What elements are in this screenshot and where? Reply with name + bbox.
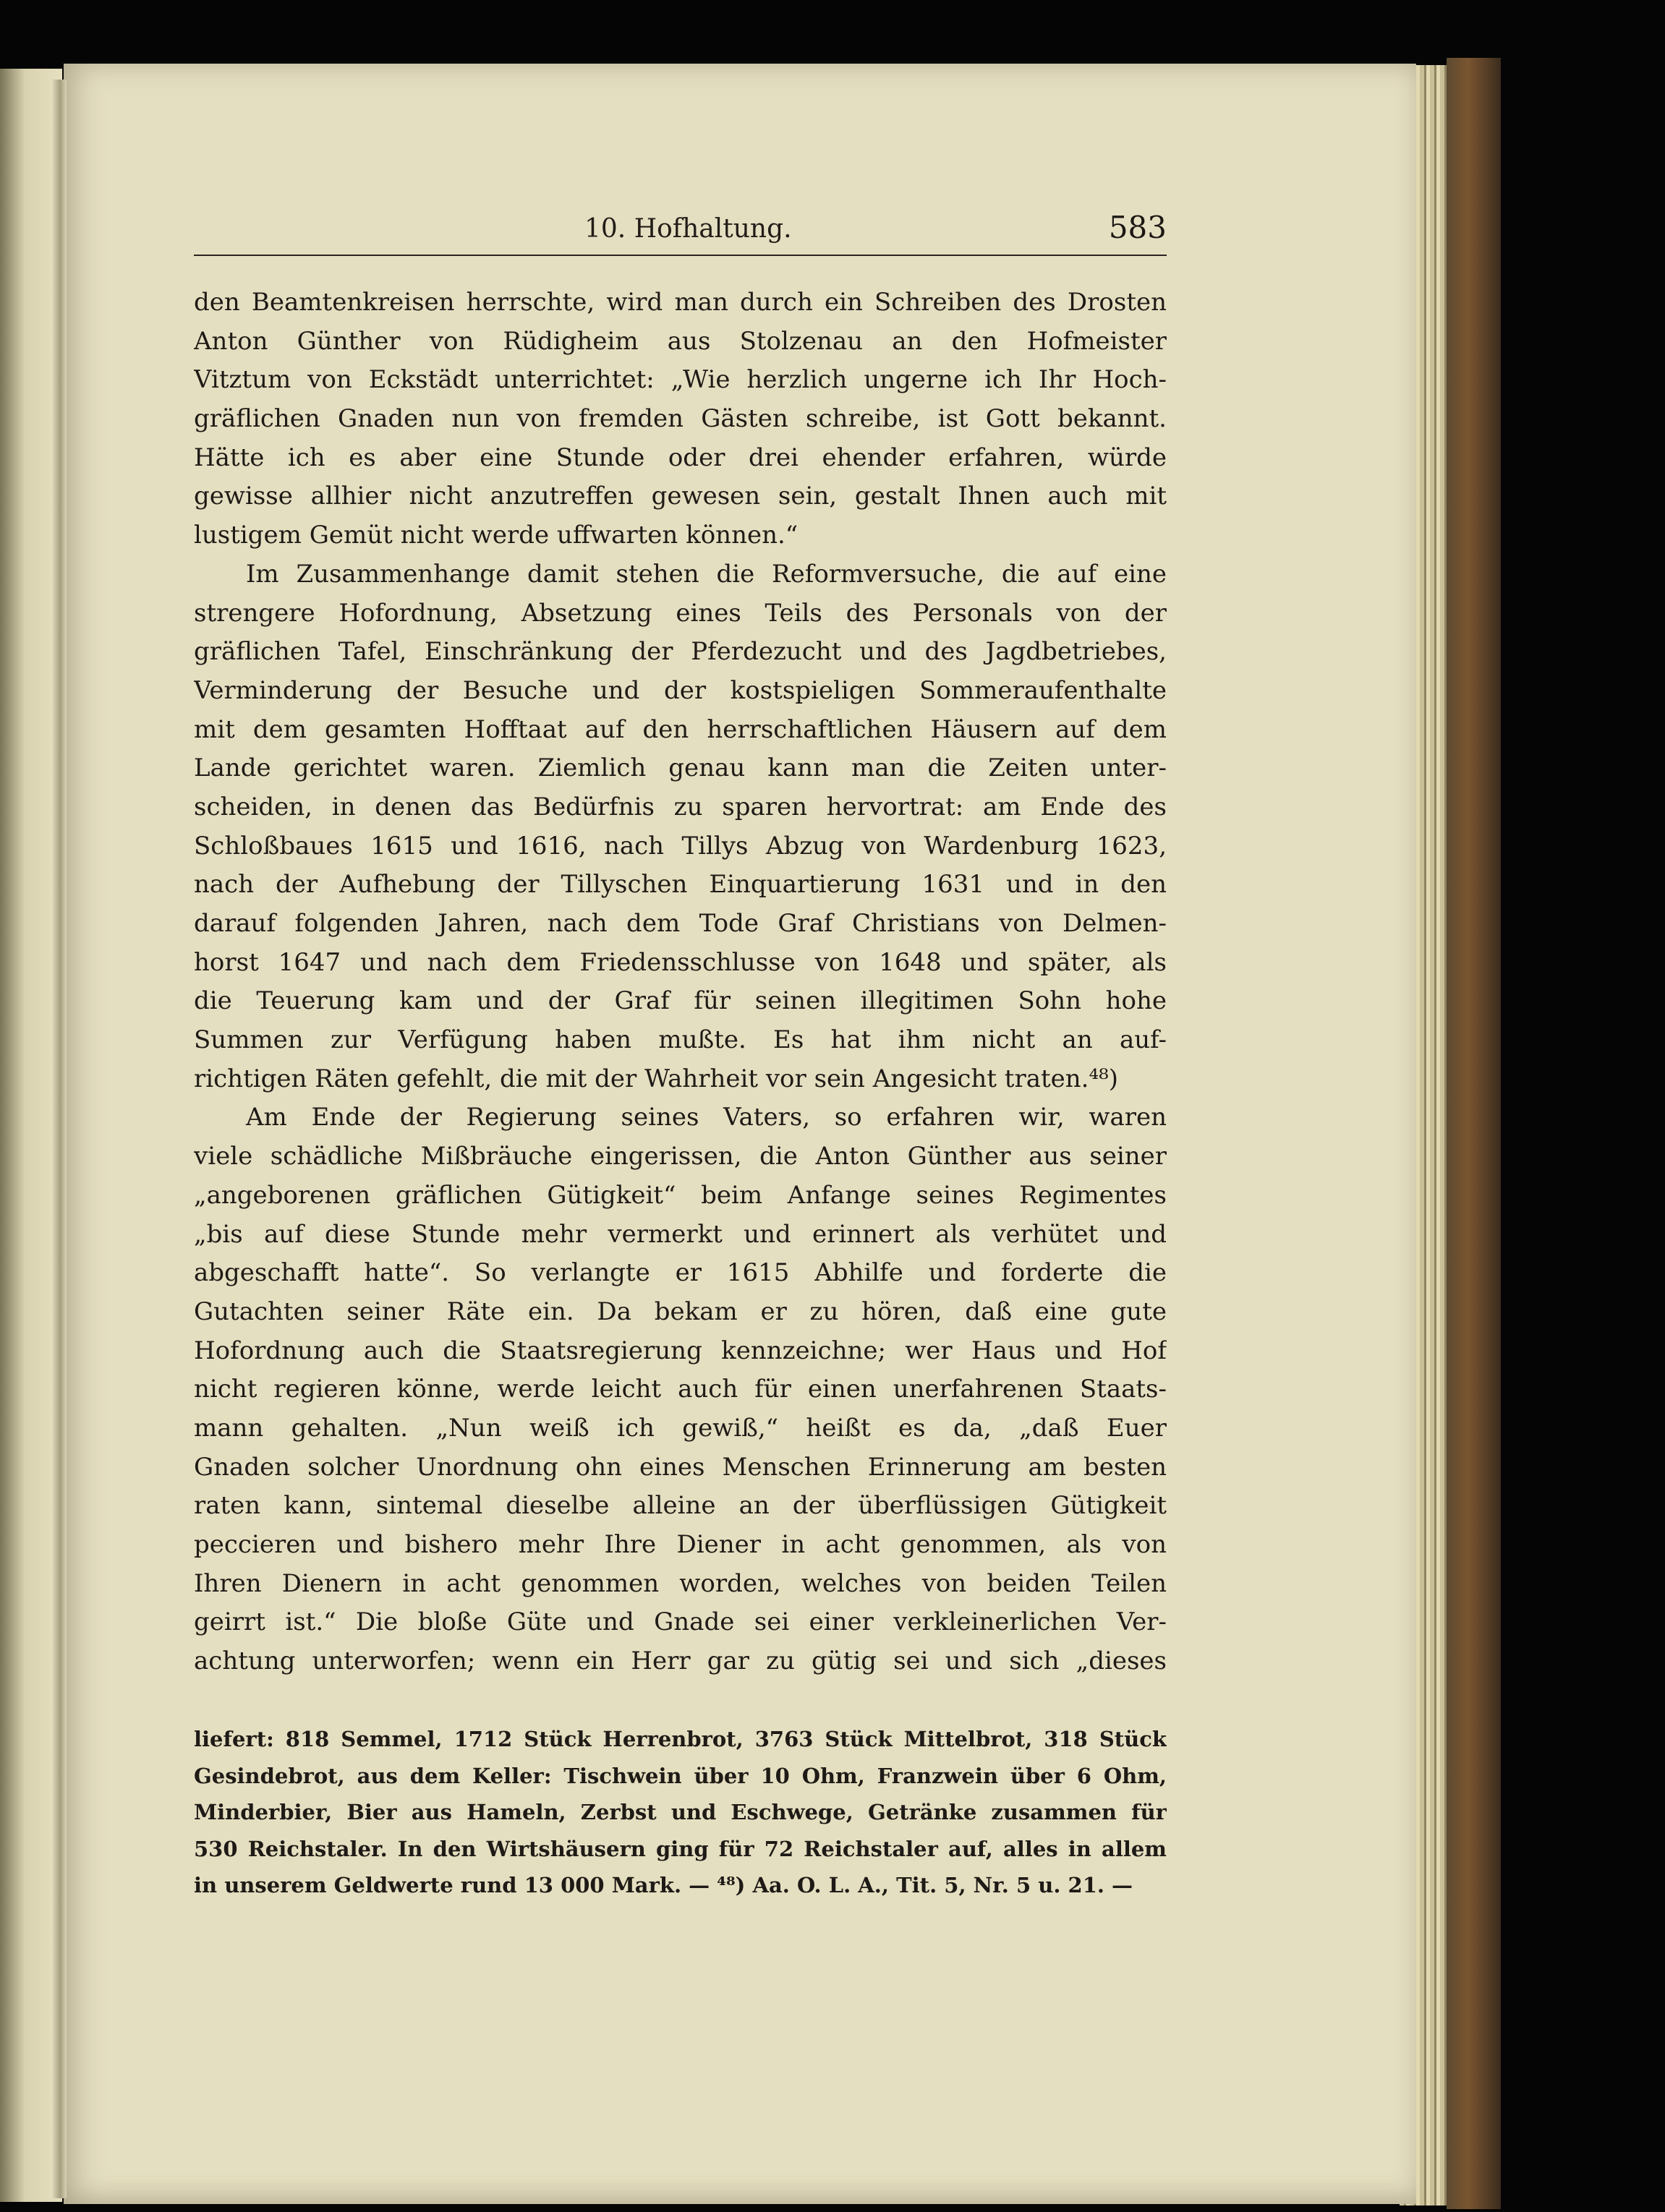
body-line: gräflichen Tafel, Einschränkung der Pferdezucht und des Jagdbetriebes, xyxy=(194,637,1167,667)
body-line: gewisse allhier nicht anzutreffen gewesen sein, gestalt Ihnen auch mit xyxy=(194,482,1167,511)
body-line: mann gehalten. „Nun weiß ich gewiß,“ heißt es da, „daß Euer xyxy=(194,1413,1167,1443)
body-line: raten kann, sintemal dieselbe alleine an der überflüssigen Gütigkeit xyxy=(194,1491,1167,1521)
body-line: Verminderung der Besuche und der kostspieligen Sommeraufenthalte xyxy=(194,675,1167,705)
body-line: achtung unterworfen; wenn ein Herr gar zu gütig sei und sich „dieses xyxy=(194,1647,1167,1676)
book-cover-edge xyxy=(1447,58,1501,2209)
body-line: Ihren Dienern in acht genommen worden, welches von beiden Teilen xyxy=(194,1568,1167,1598)
body-line: die Teuerung kam und der Graf für seinen illegitimen Sohn hohe xyxy=(194,986,1167,1016)
book-gutter xyxy=(51,80,67,2198)
page-header xyxy=(194,210,1167,256)
body-line: Schloßbaues 1615 und 1616, nach Tillys Abzug von Wardenburg 1623, xyxy=(194,831,1167,861)
body-line: Summen zur Verfügung haben mußte. Es hat ihm nicht an auf- xyxy=(194,1025,1167,1055)
footnote-line: Gesindebrot, aus dem Keller: Tischwein über 10 Ohm, Franzwein über 6 Ohm, xyxy=(194,1763,1167,1788)
running-title: 10. Hofhaltung. xyxy=(584,214,792,244)
body-line: Im Zusammenhange damit stehen die Reformversuche, die auf eine xyxy=(246,559,1167,589)
body-line: Gnaden solcher Unordnung ohn eines Menschen Erinnerung am besten xyxy=(194,1452,1167,1482)
body-line: viele schädliche Mißbräuche eingerissen, die Anton Günther aus seiner xyxy=(194,1142,1167,1171)
body-line: „bis auf diese Stunde mehr vermerkt und erinnert als verhütet und xyxy=(194,1219,1167,1249)
body-line: Hätte ich es aber eine Stunde oder drei ehender erfahren, würde xyxy=(194,443,1167,472)
body-line: Hofordnung auch die Staatsregierung kennzeichne; wer Haus und Hof xyxy=(194,1336,1167,1365)
body-line: darauf folgenden Jahren, nach dem Tode Graf Christians von Delmen- xyxy=(194,909,1167,938)
body-line: richtigen Räten gefehlt, die mit der Wahrheit vor sein Angesicht traten.⁴⁸) xyxy=(194,1064,1119,1093)
body-line: scheiden, in denen das Bedürfnis zu sparen hervortrat: am Ende des xyxy=(194,792,1167,821)
body-line: lustigem Gemüt nicht werde uffwarten können.“ xyxy=(194,521,799,550)
footnote-line: Minderbier, Bier aus Hameln, Zerbst und Eschwege, Getränke zusammen für xyxy=(194,1800,1167,1824)
body-line: strengere Hofordnung, Absetzung eines Teils des Personals von der xyxy=(194,598,1167,628)
footnotes xyxy=(194,1721,1167,1904)
footnote-line: liefert: 818 Semmel, 1712 Stück Herrenbrot, 3763 Stück Mittelbrot, 318 Stück xyxy=(194,1727,1167,1751)
body-line: nicht regieren könne, werde leicht auch für einen unerfahrenen Staats- xyxy=(194,1375,1167,1404)
body-line: geirrt ist.“ Die bloße Güte und Gnade sei einer verkleinerlichen Ver- xyxy=(194,1607,1167,1637)
body-line: Lande gerichtet waren. Ziemlich genau kann man die Zeiten unter- xyxy=(194,753,1167,783)
body-line: „angeborenen gräflichen Gütigkeit“ beim Anfange seines Regimentes xyxy=(194,1180,1167,1210)
body-line: Am Ende der Regierung seines Vaters, so erfahren wir, waren xyxy=(246,1103,1167,1132)
body-line: Gutachten seiner Räte ein. Da bekam er zu hören, daß eine gute xyxy=(194,1297,1167,1326)
body-line: nach der Aufhebung der Tillyschen Einquartierung 1631 und in den xyxy=(194,870,1167,900)
body-line: den Beamtenkreisen herrschte, wird man durch ein Schreiben des Drosten xyxy=(194,288,1167,317)
page-number: 583 xyxy=(1108,210,1167,245)
body-line: Anton Günther von Rüdigheim aus Stolzenau an den Hofmeister xyxy=(194,326,1167,356)
body-line: horst 1647 und nach dem Friedensschlusse von 1648 und später, als xyxy=(194,947,1167,977)
body-line: peccieren und bishero mehr Ihre Diener in acht genommen, als von xyxy=(194,1530,1167,1559)
body-line: abgeschafft hatte“. So verlangte er 1615 Abhilfe und forderte die xyxy=(194,1258,1167,1288)
body-text xyxy=(194,283,1167,1681)
footnote-line: in unserem Geldwerte rund 13 000 Mark. — ⁴⁸) Aa. O. L. A., Tit. 5, Nr. 5 u. 21. — xyxy=(194,1873,1133,1897)
body-line: mit dem gesamten Hofftaat auf den herrschaftlichen Häusern auf dem xyxy=(194,714,1167,744)
body-line: gräflichen Gnaden nun von fremden Gästen schreibe, ist Gott bekannt. xyxy=(194,404,1167,434)
body-line: Vitztum von Eckstädt unterrichtet: „Wie herzlich ungerne ich Ihr Hoch- xyxy=(194,365,1167,395)
footnote-line: 530 Reichstaler. In den Wirtshäusern ging für 72 Reichstaler auf, alles in allem xyxy=(194,1836,1167,1861)
